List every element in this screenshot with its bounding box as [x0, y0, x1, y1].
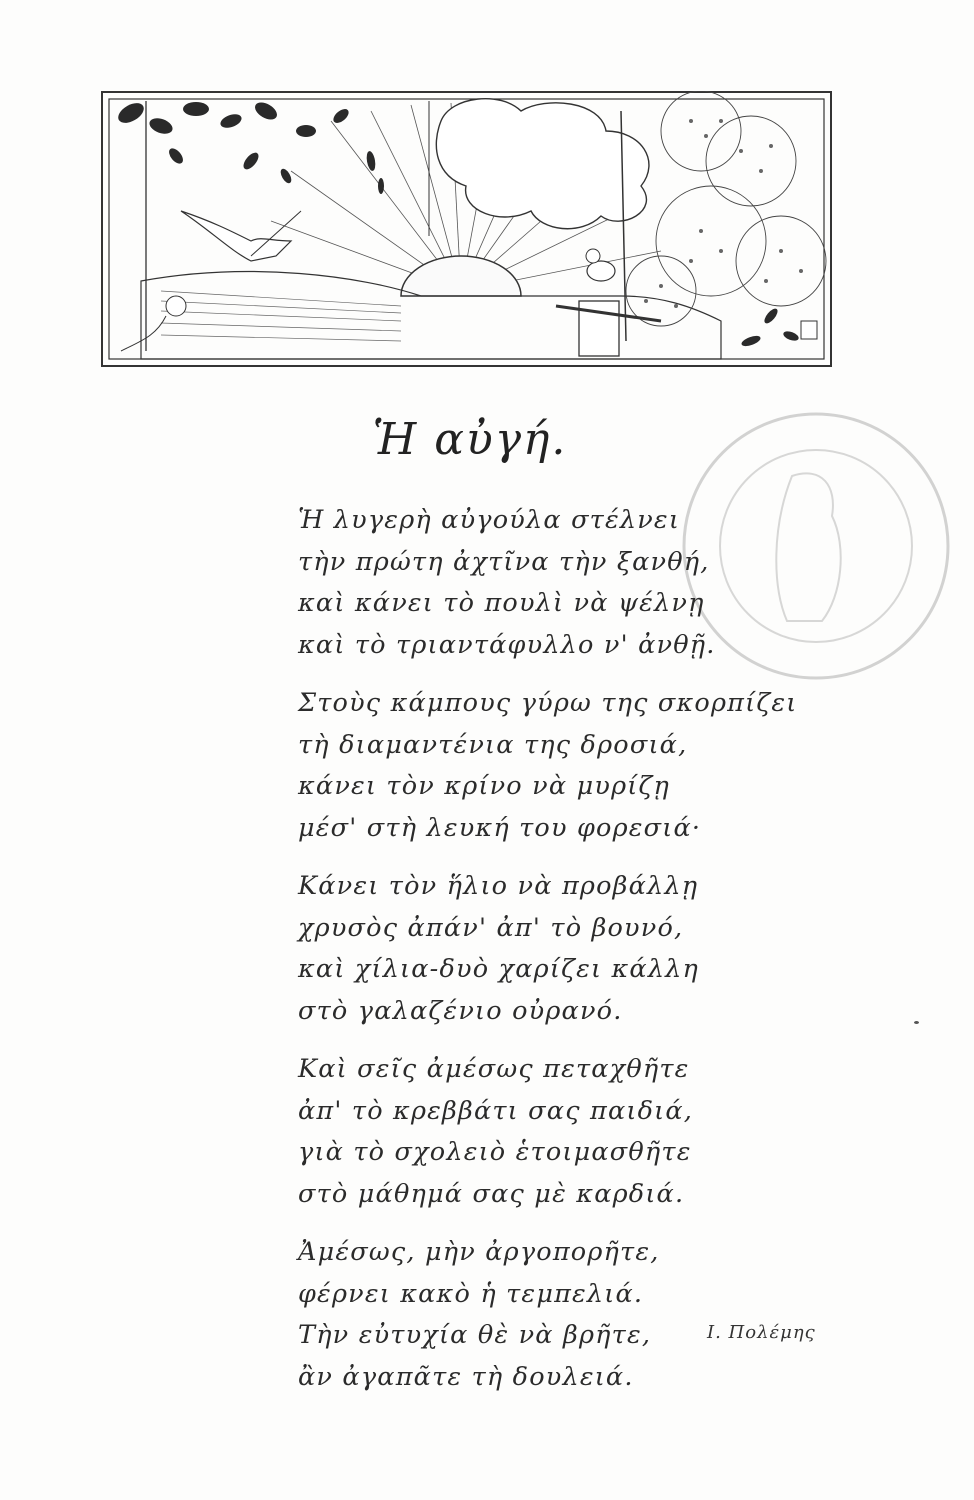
poem-line: τὴν πρώτη ἀχτῖνα τὴν ξανθή,: [298, 546, 710, 577]
poem-line: Στοὺς κάμπους γύρω της σκορπίζει: [298, 688, 798, 718]
poem-line: ἀπ' τὸ κρεββάτι σας παιδιά,: [298, 1095, 694, 1126]
poem-line: Ἡ λυγερὴ αὐγούλα στέλνει: [298, 505, 681, 535]
poem-line: Τὴν εὐτυχία θὲ νὰ βρῆτε,: [298, 1320, 652, 1350]
ink-speck: [914, 1021, 919, 1024]
poem-line: ἂν ἀγαπᾶτε τὴ δουλειά.: [298, 1361, 634, 1392]
poem-line: καὶ χίλια-δυὸ χαρίζει κάλλη: [298, 954, 700, 984]
stanza: [298, 500, 718, 666]
poem-line: στὸ μάθημά σας μὲ καρδιά.: [298, 1178, 685, 1209]
poem-line: μέσ' στὴ λευκή του φορεσιά·: [298, 812, 702, 843]
stanza: [298, 1049, 718, 1215]
poem-line: στὸ γαλαζένιο οὐρανό.: [298, 995, 623, 1026]
poem-line: χρυσὸς ἀπάν' ἀπ' τὸ βουνό,: [298, 912, 684, 943]
poem-title: Ἡ αὐγή.: [372, 414, 568, 465]
stanza: [298, 1232, 718, 1398]
author-signature: Ι. Πολέμης: [707, 1322, 816, 1343]
poem-line: Ἀμέσως, μὴν ἀργοπορῆτε,: [298, 1237, 660, 1267]
sunrise-vignette-illustration: [101, 91, 832, 367]
poem-line: καὶ κάνει τὸ πουλὶ νὰ ψέλνῃ: [298, 588, 705, 618]
stanza: [298, 866, 718, 1032]
stanza: [298, 683, 798, 849]
poem-line: καὶ τὸ τριαντάφυλλο ν' ἀνθῇ.: [298, 629, 716, 660]
poem-line: φέρνει κακὸ ἡ τεμπελιά.: [298, 1278, 644, 1309]
poem-line: Καὶ σεῖς ἀμέσως πεταχθῆτε: [298, 1054, 690, 1084]
poem-line: Κάνει τὸν ἥλιο νὰ προβάλλῃ: [298, 871, 699, 901]
poem-line: τὴ διαμαντένια της δροσιά,: [298, 729, 688, 760]
poem-line: κάνει τὸν κρίνο νὰ μυρίζῃ: [298, 771, 670, 801]
poem-line: γιὰ τὸ σχολειὸ ἑτοιμασθῆτε: [298, 1137, 692, 1167]
